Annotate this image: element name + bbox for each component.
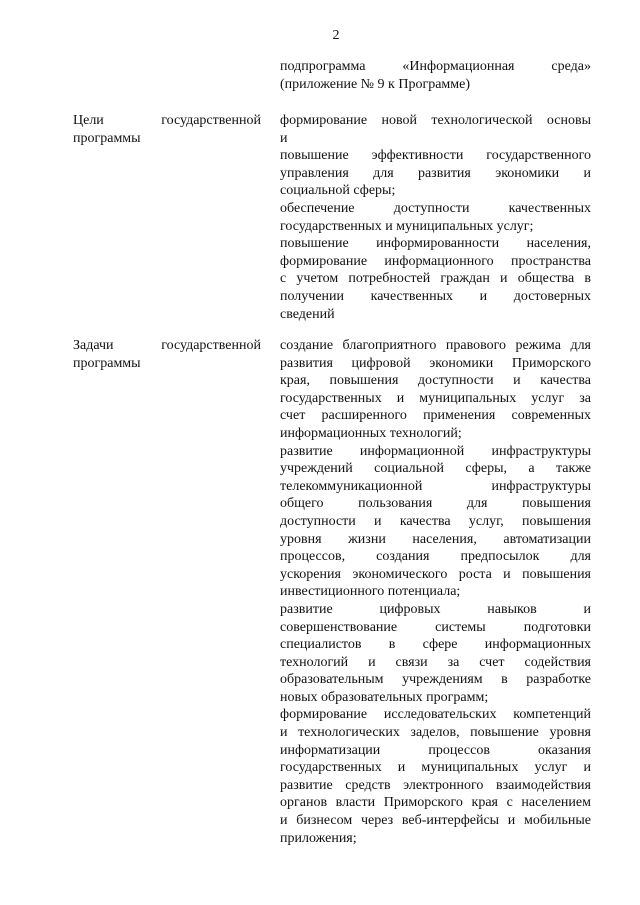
text-line: государственных и муниципальных услуг и [280,760,591,776]
text-line: информатизации процессов оказания [280,742,591,758]
text-line: формирование исследовательских компетенций [280,707,591,723]
text-line: общего пользования для повышения [280,496,591,512]
text-line: формирование информационного пространства [280,253,591,269]
text-line: счет расширенного применения современных [280,408,591,424]
text-line: уровня жизни населения, автоматизации [280,531,591,547]
text-line: государственных и муниципальных услуг за [280,390,591,406]
text-line: (приложение № 9 к Программе) [280,76,471,92]
text-line: доступности и качества услуг, повышения [280,513,591,529]
text-line: специалистов в сфере информационных [280,637,591,653]
text-line: формирование новой технологической основы [280,113,591,128]
text-line: и бизнесом через веб-интерфейсы и мобильные [280,813,591,829]
text-line: развитие цифровых навыков и [280,601,591,617]
text-line: повышение информированности населения, [280,236,591,252]
text-line: приложения; [280,830,357,846]
top-block-content [280,58,591,93]
text-line: образовательным учреждениям в разработке [280,672,591,688]
text-line: государственных и муниципальных услуг; [280,218,534,234]
text-line: телекоммуникационной инфраструктуры [280,478,591,494]
text-line: обеспечение доступности качественных [280,200,591,216]
text-line: органов власти Приморского края с населением [280,795,591,811]
goals-content [280,112,591,323]
text-line: создание благоприятного правового режима для [280,338,591,353]
tasks-content [280,337,591,847]
text-line: края, повышения доступности и качества [280,373,591,389]
label-line: Задачи государственной [73,338,261,353]
text-line: ускорения экономического роста и повышения [280,566,591,582]
text-line: совершенствование системы подготовки [280,619,591,635]
text-line: технологий и связи за счет содействия [280,654,591,670]
text-line: управления для развития экономики и [280,165,591,181]
text-line: получении качественных и достоверных [280,288,591,304]
text-line: учреждений социальной сферы, а также [280,461,591,477]
text-line: повышение эффективности государственного [280,148,591,164]
tasks-label [73,337,261,372]
text-line: новых образовательных программ; [280,689,489,705]
text-line: развития цифровой экономики Приморского [280,355,591,371]
text-line: процессов, создания предпосылок для [280,549,591,565]
text-line: социальной сферы; [280,183,396,199]
label-line: программы [73,355,141,371]
text-line: информационных технологий; [280,425,462,441]
page-number: 2 [332,28,340,43]
text-line: и [280,130,288,146]
text-line: сведений [280,306,335,322]
text-line: развитие информационной инфраструктуры [280,443,591,459]
text-line: с учетом потребностей граждан и общества в [280,271,591,287]
label-line: Цели государственной [73,113,261,128]
text-line: инвестиционного потенциала; [280,584,461,600]
text-line: подпрограмма «Информационная среда» [280,59,591,74]
text-line: и технологических заделов, повышение уровня [280,725,591,741]
label-line: программы [73,130,141,146]
text-line: развитие средств электронного взаимодействия [280,777,591,793]
goals-label [73,112,261,147]
